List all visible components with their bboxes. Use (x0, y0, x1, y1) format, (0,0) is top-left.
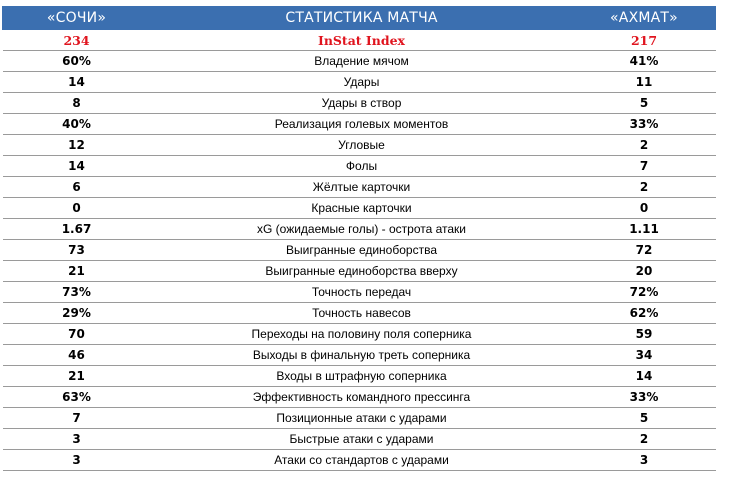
away-value: 41% (573, 51, 716, 72)
away-value: 11 (573, 72, 716, 93)
stat-row (3, 261, 716, 282)
stat-row (3, 387, 716, 408)
stat-row (3, 450, 716, 471)
away-value: 33% (573, 114, 716, 135)
stat-row (3, 282, 716, 303)
home-value: 46 (3, 345, 151, 366)
away-value: 2 (573, 177, 716, 198)
home-value: 8 (3, 93, 151, 114)
stat-label: Эффективность командного прессинга (151, 387, 573, 408)
stat-row (3, 324, 716, 345)
home-value: 29% (3, 303, 151, 324)
stat-row (3, 51, 716, 72)
stat-label: Удары в створ (151, 93, 573, 114)
stat-label: Переходы на половину поля соперника (151, 324, 573, 345)
stat-label: Атаки со стандартов с ударами (151, 450, 573, 471)
stat-row (3, 114, 716, 135)
home-value: 40% (3, 114, 151, 135)
stat-label: Точность навесов (151, 303, 573, 324)
home-value: 0 (3, 198, 151, 219)
stat-label: Выигранные единоборства вверху (151, 261, 573, 282)
stats-body (3, 30, 716, 471)
stat-label: xG (ожидаемые голы) - острота атаки (151, 219, 573, 240)
away-value: 7 (573, 156, 716, 177)
stat-label: Фолы (151, 156, 573, 177)
away-value: 5 (573, 408, 716, 429)
stat-row (3, 219, 716, 240)
away-value: 72 (573, 240, 716, 261)
home-value: 7 (3, 408, 151, 429)
home-value: 14 (3, 72, 151, 93)
stat-label: Выигранные единоборства (151, 240, 573, 261)
stat-label: Точность передач (151, 282, 573, 303)
home-team-header: «СОЧИ» (3, 7, 151, 30)
away-team-header: «АХМАТ» (573, 7, 716, 30)
home-value: 3 (3, 429, 151, 450)
stat-row (3, 135, 716, 156)
match-stats-table (2, 6, 716, 471)
table-header (3, 7, 716, 30)
stat-row (3, 366, 716, 387)
away-value: 2 (573, 429, 716, 450)
away-value: 2 (573, 135, 716, 156)
stat-row (3, 198, 716, 219)
away-value: 3 (573, 450, 716, 471)
stat-label: Владение мячом (151, 51, 573, 72)
stat-label: Жёлтые карточки (151, 177, 573, 198)
stat-row (3, 429, 716, 450)
stat-label: Быстрые атаки с ударами (151, 429, 573, 450)
stat-row (3, 408, 716, 429)
home-value: 70 (3, 324, 151, 345)
away-value: 33% (573, 387, 716, 408)
home-value: 3 (3, 450, 151, 471)
stat-row (3, 177, 716, 198)
stat-label: Позиционные атаки с ударами (151, 408, 573, 429)
away-value: 34 (573, 345, 716, 366)
away-value: 1.11 (573, 219, 716, 240)
home-value: 6 (3, 177, 151, 198)
home-value: 63% (3, 387, 151, 408)
stat-row (3, 30, 716, 51)
home-value: 21 (3, 366, 151, 387)
away-value: 217 (573, 30, 716, 51)
home-value: 21 (3, 261, 151, 282)
home-value: 73 (3, 240, 151, 261)
stat-label: Удары (151, 72, 573, 93)
match-stats-panel (2, 6, 715, 471)
stat-row (3, 303, 716, 324)
away-value: 62% (573, 303, 716, 324)
stat-label: Красные карточки (151, 198, 573, 219)
stat-label: Реализация голевых моментов (151, 114, 573, 135)
stat-row (3, 72, 716, 93)
stat-row (3, 240, 716, 261)
stat-label: Выходы в финальную треть соперника (151, 345, 573, 366)
home-value: 60% (3, 51, 151, 72)
stat-label: Угловые (151, 135, 573, 156)
home-value: 12 (3, 135, 151, 156)
stat-row (3, 93, 716, 114)
away-value: 0 (573, 198, 716, 219)
stat-label: InStat Index (151, 30, 573, 51)
home-value: 234 (3, 30, 151, 51)
home-value: 1.67 (3, 219, 151, 240)
home-value: 73% (3, 282, 151, 303)
header-row (3, 7, 716, 30)
stat-label: Входы в штрафную соперника (151, 366, 573, 387)
page-title: СТАТИСТИКА МАТЧА (151, 7, 573, 30)
stat-row (3, 156, 716, 177)
away-value: 72% (573, 282, 716, 303)
away-value: 5 (573, 93, 716, 114)
away-value: 59 (573, 324, 716, 345)
away-value: 14 (573, 366, 716, 387)
home-value: 14 (3, 156, 151, 177)
away-value: 20 (573, 261, 716, 282)
stat-row (3, 345, 716, 366)
